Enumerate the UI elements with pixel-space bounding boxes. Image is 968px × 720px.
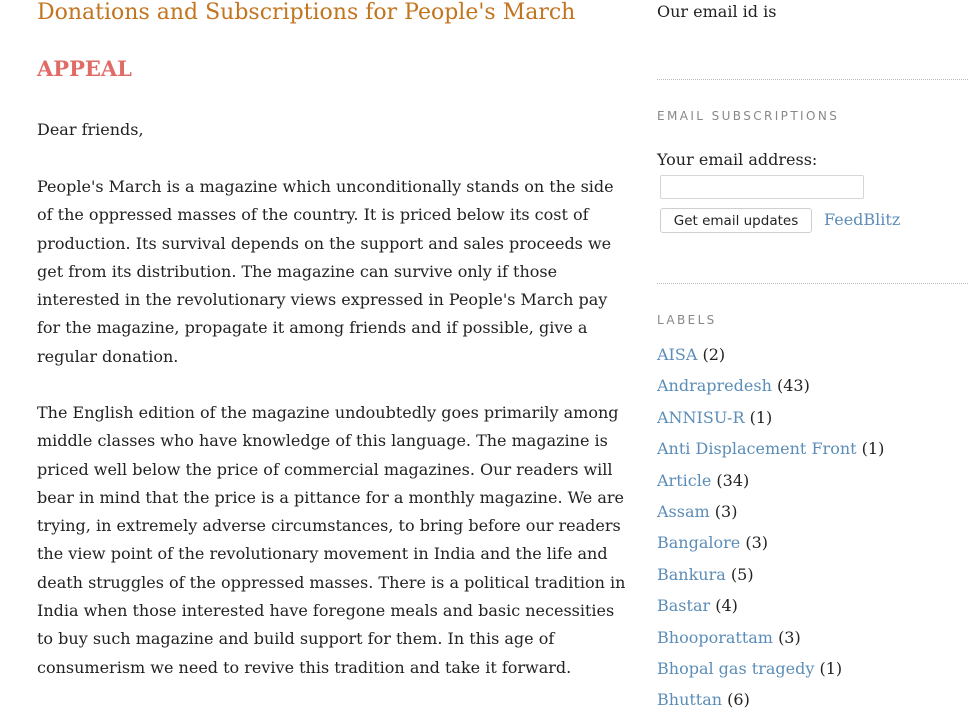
body-paragraph-2: The English edition of the magazine undoubtedly goes primarily among middle classes who have knowledge of this language. The magazine is priced well below the price of commercial magazines. Our readers will bear in mind that the price is a pittance for a monthly magazine. We are trying, in extremely adverse circumstances, to bring before our readers the view point of the revolutionary movement in India and the life and death struggles of the oppressed masses. There is a political tradition in India when those interested have foregone meals and basic necessities to buy such magazine and build support for them. In this age of consumerism we need to revive this tradition and take it forward. [37,403,626,677]
label-link[interactable]: Bankura [657,564,726,584]
email-id-text: Our email id is [657,2,777,21]
label-item [657,593,884,624]
email-address-label: Your email address: [657,150,818,169]
sidebar-divider [657,283,968,284]
labels-list [657,342,884,719]
label-item [657,562,884,593]
label-link[interactable]: Article [657,470,712,490]
email-subscriptions-heading: EMAIL SUBSCRIPTIONS [657,109,840,123]
feedblitz-link[interactable]: FeedBlitz [824,210,901,229]
label-link[interactable]: Assam [657,501,710,521]
label-item [657,468,884,499]
sidebar-divider [657,79,968,80]
label-count: (43) [776,376,810,396]
label-link[interactable]: Bhooporattam [657,627,773,647]
body-paragraph-1: People's March is a magazine which unconditionally stands on the side of the oppressed masses of the country. It is priced below its cost of production. Its survival depends on the support and sales proceeds we get from its distribution. The magazine can survive only if those interested in the revolutionary views expressed in People's March pay for the magazine, propagate it among friends and if possible, give a regular donation. [37,177,614,366]
label-link[interactable]: Anti Displacement Front [657,439,857,459]
label-link[interactable]: Bhopal gas tragedy [657,658,815,678]
label-item [657,342,884,373]
label-count: (5) [730,564,754,584]
label-count: (3) [745,533,769,553]
label-item [657,373,884,404]
label-item [657,625,884,656]
label-count: (3) [714,501,738,521]
get-email-updates-button[interactable]: Get email updates [660,208,812,233]
label-count: (34) [716,470,750,490]
label-link[interactable]: ANNISU-R [657,407,745,427]
email-address-input[interactable] [660,175,864,199]
label-item [657,687,884,718]
label-link[interactable]: Bastar [657,596,711,616]
label-item [657,530,884,561]
label-item [657,499,884,530]
label-item [657,405,884,436]
label-link[interactable]: Bangalore [657,533,741,553]
label-link[interactable]: AISA [657,345,698,364]
post-title: Donations and Subscriptions for People's March [37,0,576,25]
label-count: (1) [749,407,773,427]
label-link[interactable]: Bhuttan [657,690,723,710]
labels-heading: LABELS [657,313,717,327]
appeal-heading: APPEAL [37,56,132,81]
label-item [657,656,884,687]
label-count: (2) [702,345,726,364]
label-count: (1) [819,658,843,678]
label-count: (4) [715,596,738,616]
label-count: (6) [727,690,750,710]
greeting-paragraph: Dear friends, [37,120,144,139]
label-count: (1) [861,439,885,459]
label-count: (3) [778,627,801,647]
label-item [657,436,884,467]
label-link[interactable]: Andrapredesh [657,376,772,396]
